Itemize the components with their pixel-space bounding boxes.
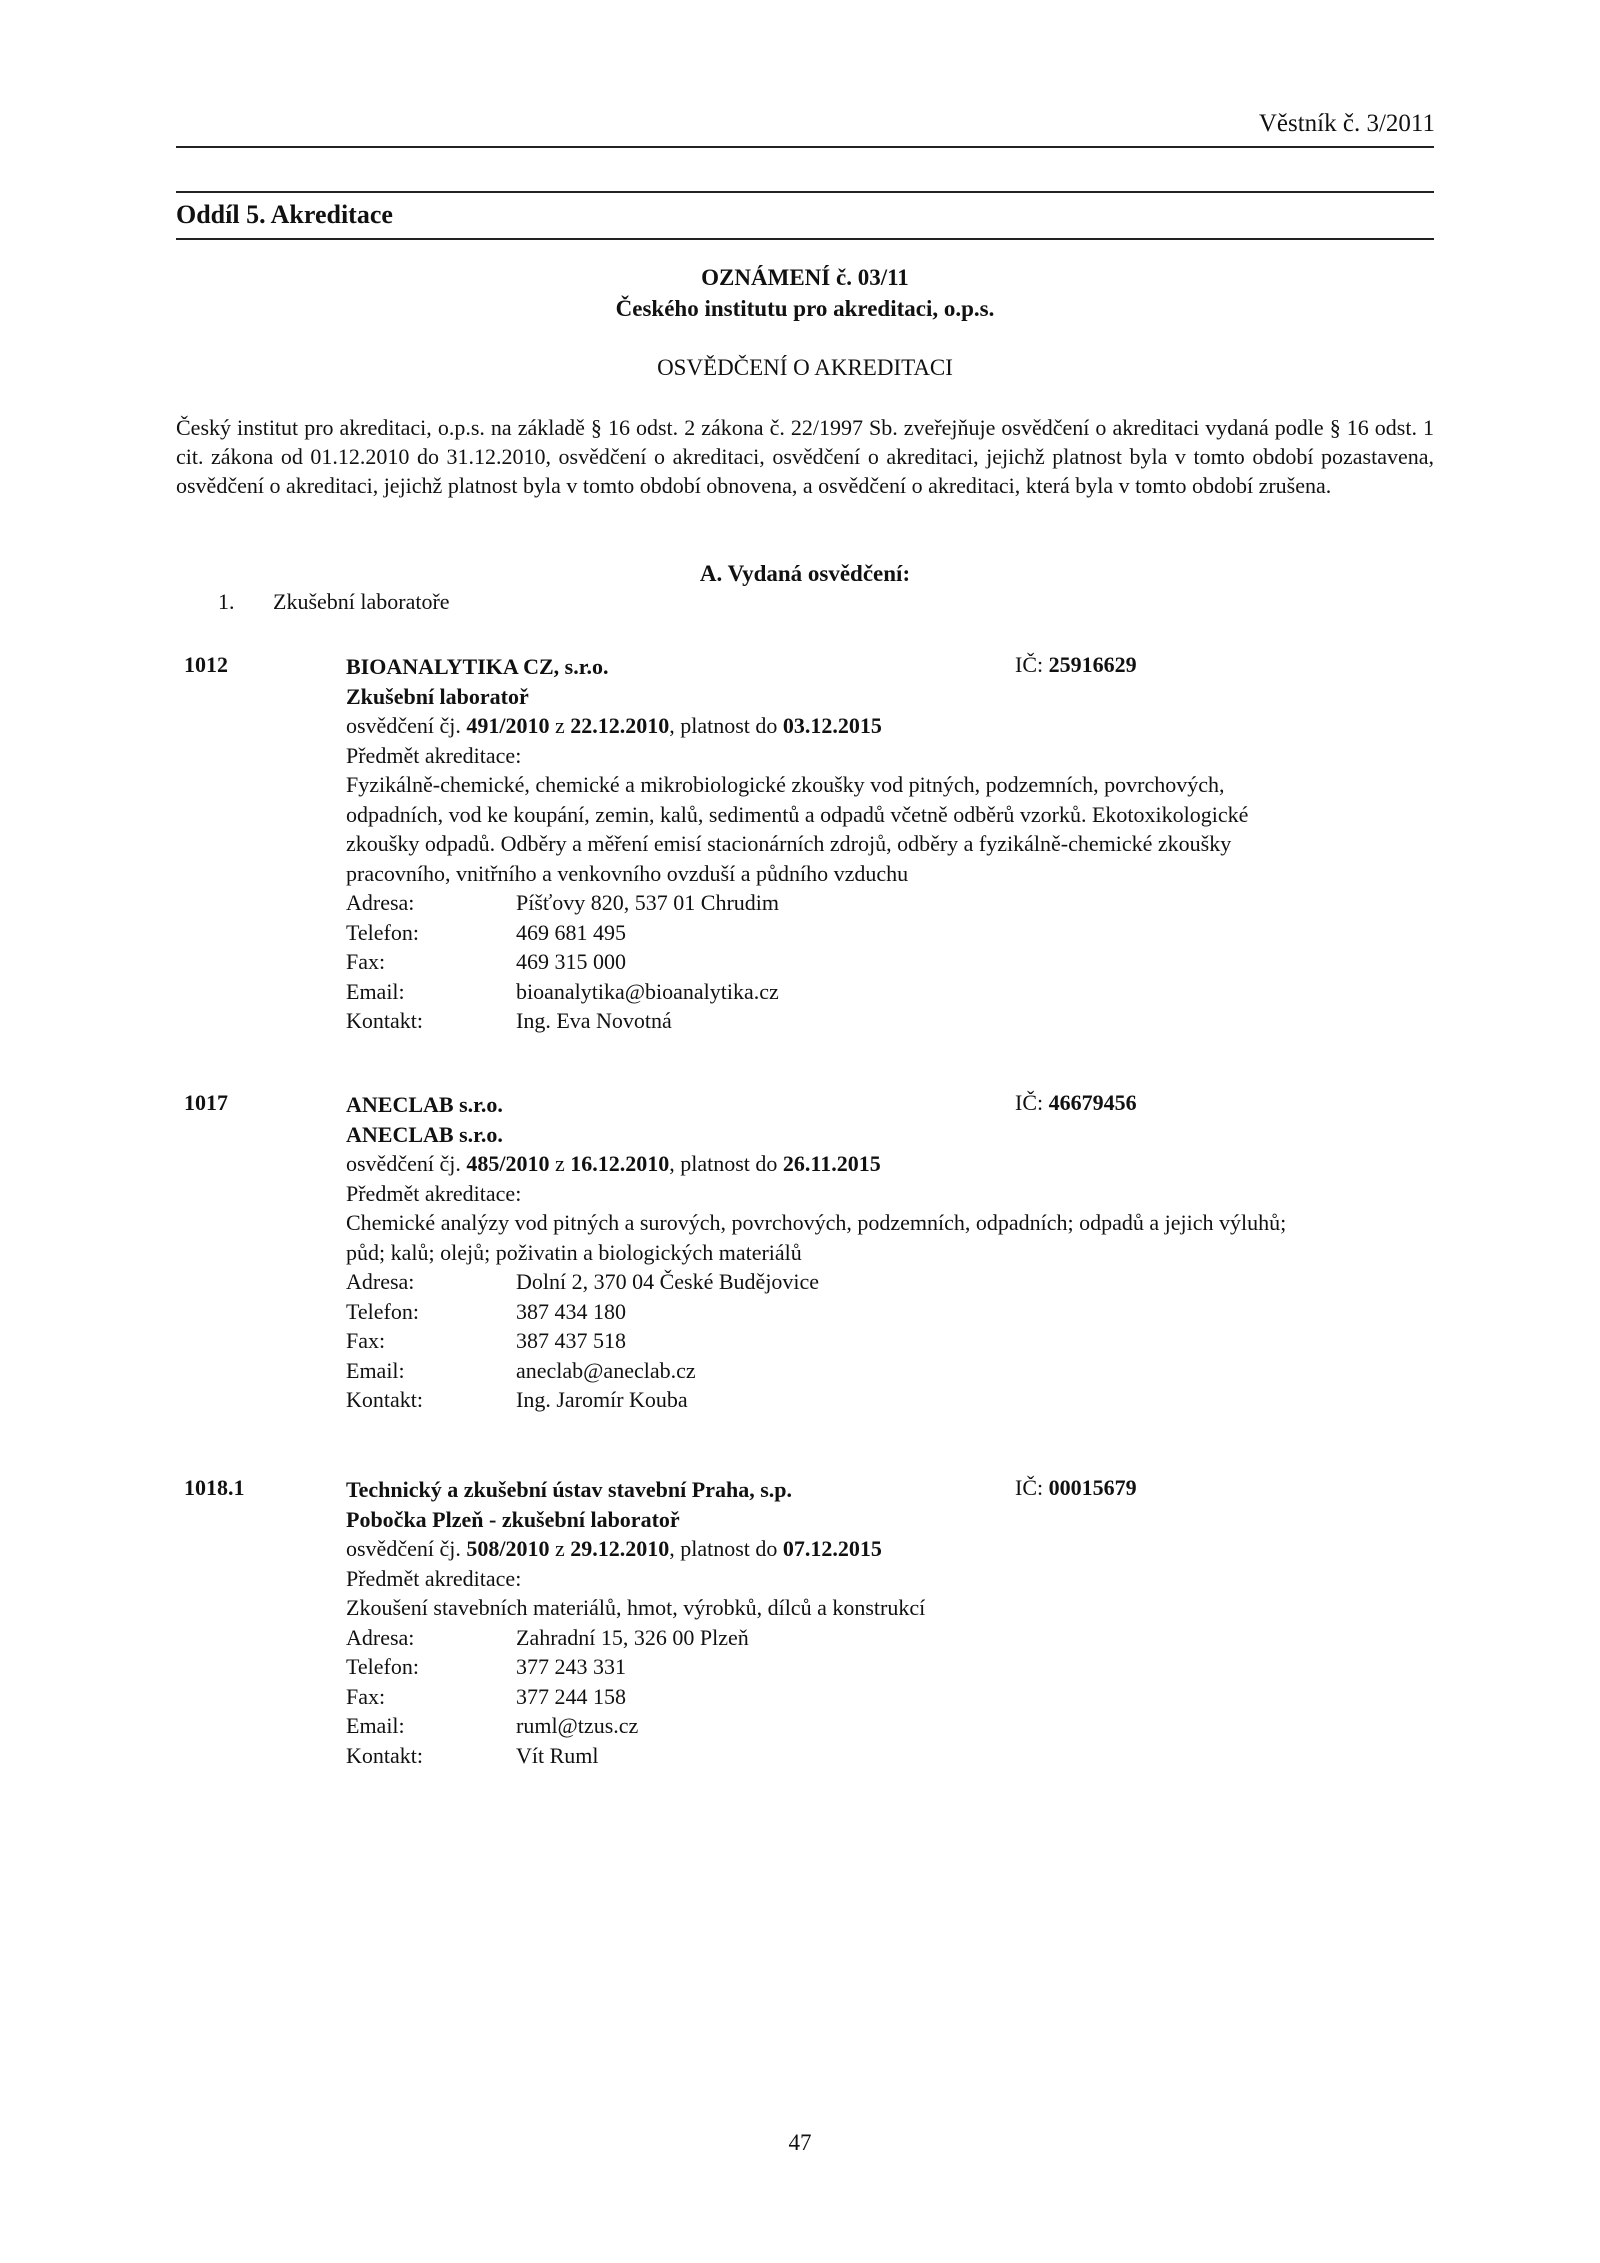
fax-value: 387 437 518 xyxy=(516,1328,626,1353)
header-divider xyxy=(176,146,1434,148)
contact-value: Vít Ruml xyxy=(516,1742,599,1768)
ico-label: IČ: xyxy=(1015,1090,1044,1115)
cert-valid: , platnost do xyxy=(669,1151,778,1176)
valid-until: 26.11.2015 xyxy=(782,1151,881,1176)
bulletin-title: Věstník č. 3/2011 xyxy=(1258,110,1435,137)
section-divider-top xyxy=(176,191,1434,193)
entry-name: ANECLAB s.r.o. xyxy=(346,1092,503,1117)
email-label: Email: xyxy=(346,978,405,1004)
section-a-title: A. Vydaná osvědčení: xyxy=(699,561,911,586)
phone-row xyxy=(346,1652,1376,1682)
cert-number: 491/2010 xyxy=(466,713,550,738)
address-row xyxy=(346,888,1376,918)
cert-prefix: osvědčení čj. xyxy=(346,1536,461,1561)
entry-body xyxy=(346,1090,1376,1415)
email-value: aneclab@aneclab.cz xyxy=(516,1357,696,1383)
cert-z: z xyxy=(554,1151,565,1176)
email-row xyxy=(346,977,1376,1007)
entry-name: Technický a zkušební ústav stavební Praha, s.p. xyxy=(346,1477,793,1502)
phone-label: Telefon: xyxy=(346,1654,419,1679)
email-row xyxy=(346,1356,1376,1386)
intro-paragraph: Český institut pro akreditaci, o.p.s. na základě § 16 odst. 2 zákona č. 22/1997 Sb. zveřejňuje osvědčení o akreditaci vydaná podle § 16 odst. 1 cit. zákona od 01.12.2010 do 31.12.2010, osvědčení o akreditaci, osvědčení o akreditaci, jejichž platnost byla v tomto období pozastavena, osvědčení o akreditaci, jejichž platnost byla v tomto období obnovena, a osvědčení o akreditaci, která byla v tomto období zrušena. xyxy=(176,415,1434,498)
subject-label: Předmět akreditace: xyxy=(346,1180,522,1206)
contact-row xyxy=(346,1006,1376,1036)
entry-code: 1018.1 xyxy=(184,1475,245,1500)
address-value: Dolní 2, 370 04 České Budějovice xyxy=(516,1269,820,1294)
fax-value: 377 244 158 xyxy=(516,1683,626,1709)
fax-label: Fax: xyxy=(346,1683,386,1709)
phone-value: 469 681 495 xyxy=(516,919,626,945)
section-title: Oddíl 5. Akreditace xyxy=(176,200,393,229)
phone-row xyxy=(346,918,1376,948)
subject-line: zkoušky odpadů. Odběry a měření emisí stacionárních zdrojů, odběry a fyzikálně-chemické zkoušky xyxy=(346,831,1232,856)
ico-label: IČ: xyxy=(1015,652,1044,677)
subject-label: Předmět akreditace: xyxy=(346,1565,522,1591)
subject-line: Chemické analýzy vod pitných a surových, povrchových, podzemních, odpadních; odpadů a jejich výluhů; xyxy=(346,1210,1287,1235)
email-label: Email: xyxy=(346,1357,405,1383)
fax-label: Fax: xyxy=(346,1328,386,1353)
email-label: Email: xyxy=(346,1713,405,1738)
contact-row xyxy=(346,1741,1376,1771)
cert-number: 508/2010 xyxy=(466,1536,550,1561)
subject-line: půd; kalů; olejů; poživatin a biologických materiálů xyxy=(346,1239,802,1265)
cert-z: z xyxy=(554,713,565,738)
cert-prefix: osvědčení čj. xyxy=(346,1151,461,1176)
subject-line: odpadních, vod ke koupání, zemin, kalů, sedimentů a odpadů včetně odběrů vzorků. Ekotoxikologické xyxy=(346,801,1249,827)
phone-label: Telefon: xyxy=(346,1298,419,1324)
contact-row xyxy=(346,1385,1376,1415)
address-value: Píšťovy 820, 537 01 Chrudim xyxy=(516,890,780,915)
cert-valid: , platnost do xyxy=(669,1536,778,1561)
subject-line: Fyzikálně-chemické, chemické a mikrobiologické zkoušky vod pitných, podzemních, povrchových, xyxy=(346,772,1225,797)
notice-title: OZNÁMENÍ č. 03/11 xyxy=(701,265,909,290)
address-row xyxy=(346,1623,1376,1653)
valid-until: 07.12.2015 xyxy=(782,1536,882,1561)
certificate-heading: OSVĚDČENÍ O AKREDITACI xyxy=(657,355,953,380)
phone-value: 377 243 331 xyxy=(516,1654,626,1679)
entry-body xyxy=(346,652,1376,1036)
address-label: Adresa: xyxy=(346,1624,415,1650)
email-row xyxy=(346,1711,1376,1741)
contact-value: Ing. Jaromír Kouba xyxy=(516,1387,688,1412)
fax-value: 469 315 000 xyxy=(516,949,626,974)
section-divider-bottom xyxy=(176,238,1434,240)
ico-value: 00015679 xyxy=(1048,1475,1137,1500)
cert-prefix: osvědčení čj. xyxy=(346,713,461,738)
fax-row xyxy=(346,1326,1376,1356)
subject-line: Zkoušení stavebních materiálů, hmot, výrobků, dílců a konstrukcí xyxy=(346,1595,926,1620)
cert-date: 16.12.2010 xyxy=(570,1151,670,1176)
address-label: Adresa: xyxy=(346,890,415,915)
cert-number: 485/2010 xyxy=(466,1151,550,1176)
entry-certificate xyxy=(346,711,1376,741)
contact-value: Ing. Eva Novotná xyxy=(516,1008,672,1033)
phone-value: 387 434 180 xyxy=(516,1298,626,1324)
contact-label: Kontakt: xyxy=(346,1387,423,1412)
contact-label: Kontakt: xyxy=(346,1008,423,1033)
notice-subtitle: Českého institutu pro akreditaci, o.p.s. xyxy=(615,296,995,321)
address-row xyxy=(346,1267,1376,1297)
ico-label: IČ: xyxy=(1015,1475,1044,1500)
cert-z: z xyxy=(554,1536,565,1561)
cert-date: 22.12.2010 xyxy=(570,713,670,738)
cert-date: 29.12.2010 xyxy=(570,1536,670,1561)
valid-until: 03.12.2015 xyxy=(782,713,882,738)
entry-certificate xyxy=(346,1534,1376,1564)
subject-line: pracovního, vnitřního a venkovního ovzduší a půdního vzduchu xyxy=(346,860,909,886)
address-value: Zahradní 15, 326 00 Plzeň xyxy=(516,1624,749,1650)
entry-name: BIOANALYTIKA CZ, s.r.o. xyxy=(346,654,609,679)
subject-label: Předmět akreditace: xyxy=(346,742,522,768)
entry-code: 1012 xyxy=(184,652,228,677)
entry-unit: Pobočka Plzeň - zkušební laboratoř xyxy=(346,1506,680,1532)
entry-unit: Zkušební laboratoř xyxy=(346,683,529,709)
address-label: Adresa: xyxy=(346,1269,415,1294)
entry-certificate xyxy=(346,1149,1376,1179)
fax-label: Fax: xyxy=(346,949,386,974)
ico-value: 25916629 xyxy=(1048,652,1137,677)
entry-code: 1017 xyxy=(184,1090,228,1115)
fax-row xyxy=(346,947,1376,977)
contact-label: Kontakt: xyxy=(346,1742,423,1768)
list-number: 1. xyxy=(218,589,235,614)
ico-value: 46679456 xyxy=(1048,1090,1137,1115)
list-label: Zkušební laboratoře xyxy=(273,589,450,614)
fax-row xyxy=(346,1682,1376,1712)
phone-label: Telefon: xyxy=(346,919,419,945)
page-number: 47 xyxy=(788,2130,812,2155)
email-value: bioanalytika@bioanalytika.cz xyxy=(516,978,779,1004)
cert-valid: , platnost do xyxy=(669,713,778,738)
entry-body xyxy=(346,1475,1376,1770)
entry-unit: ANECLAB s.r.o. xyxy=(346,1121,503,1147)
email-value: ruml@tzus.cz xyxy=(516,1713,639,1738)
phone-row xyxy=(346,1297,1376,1327)
